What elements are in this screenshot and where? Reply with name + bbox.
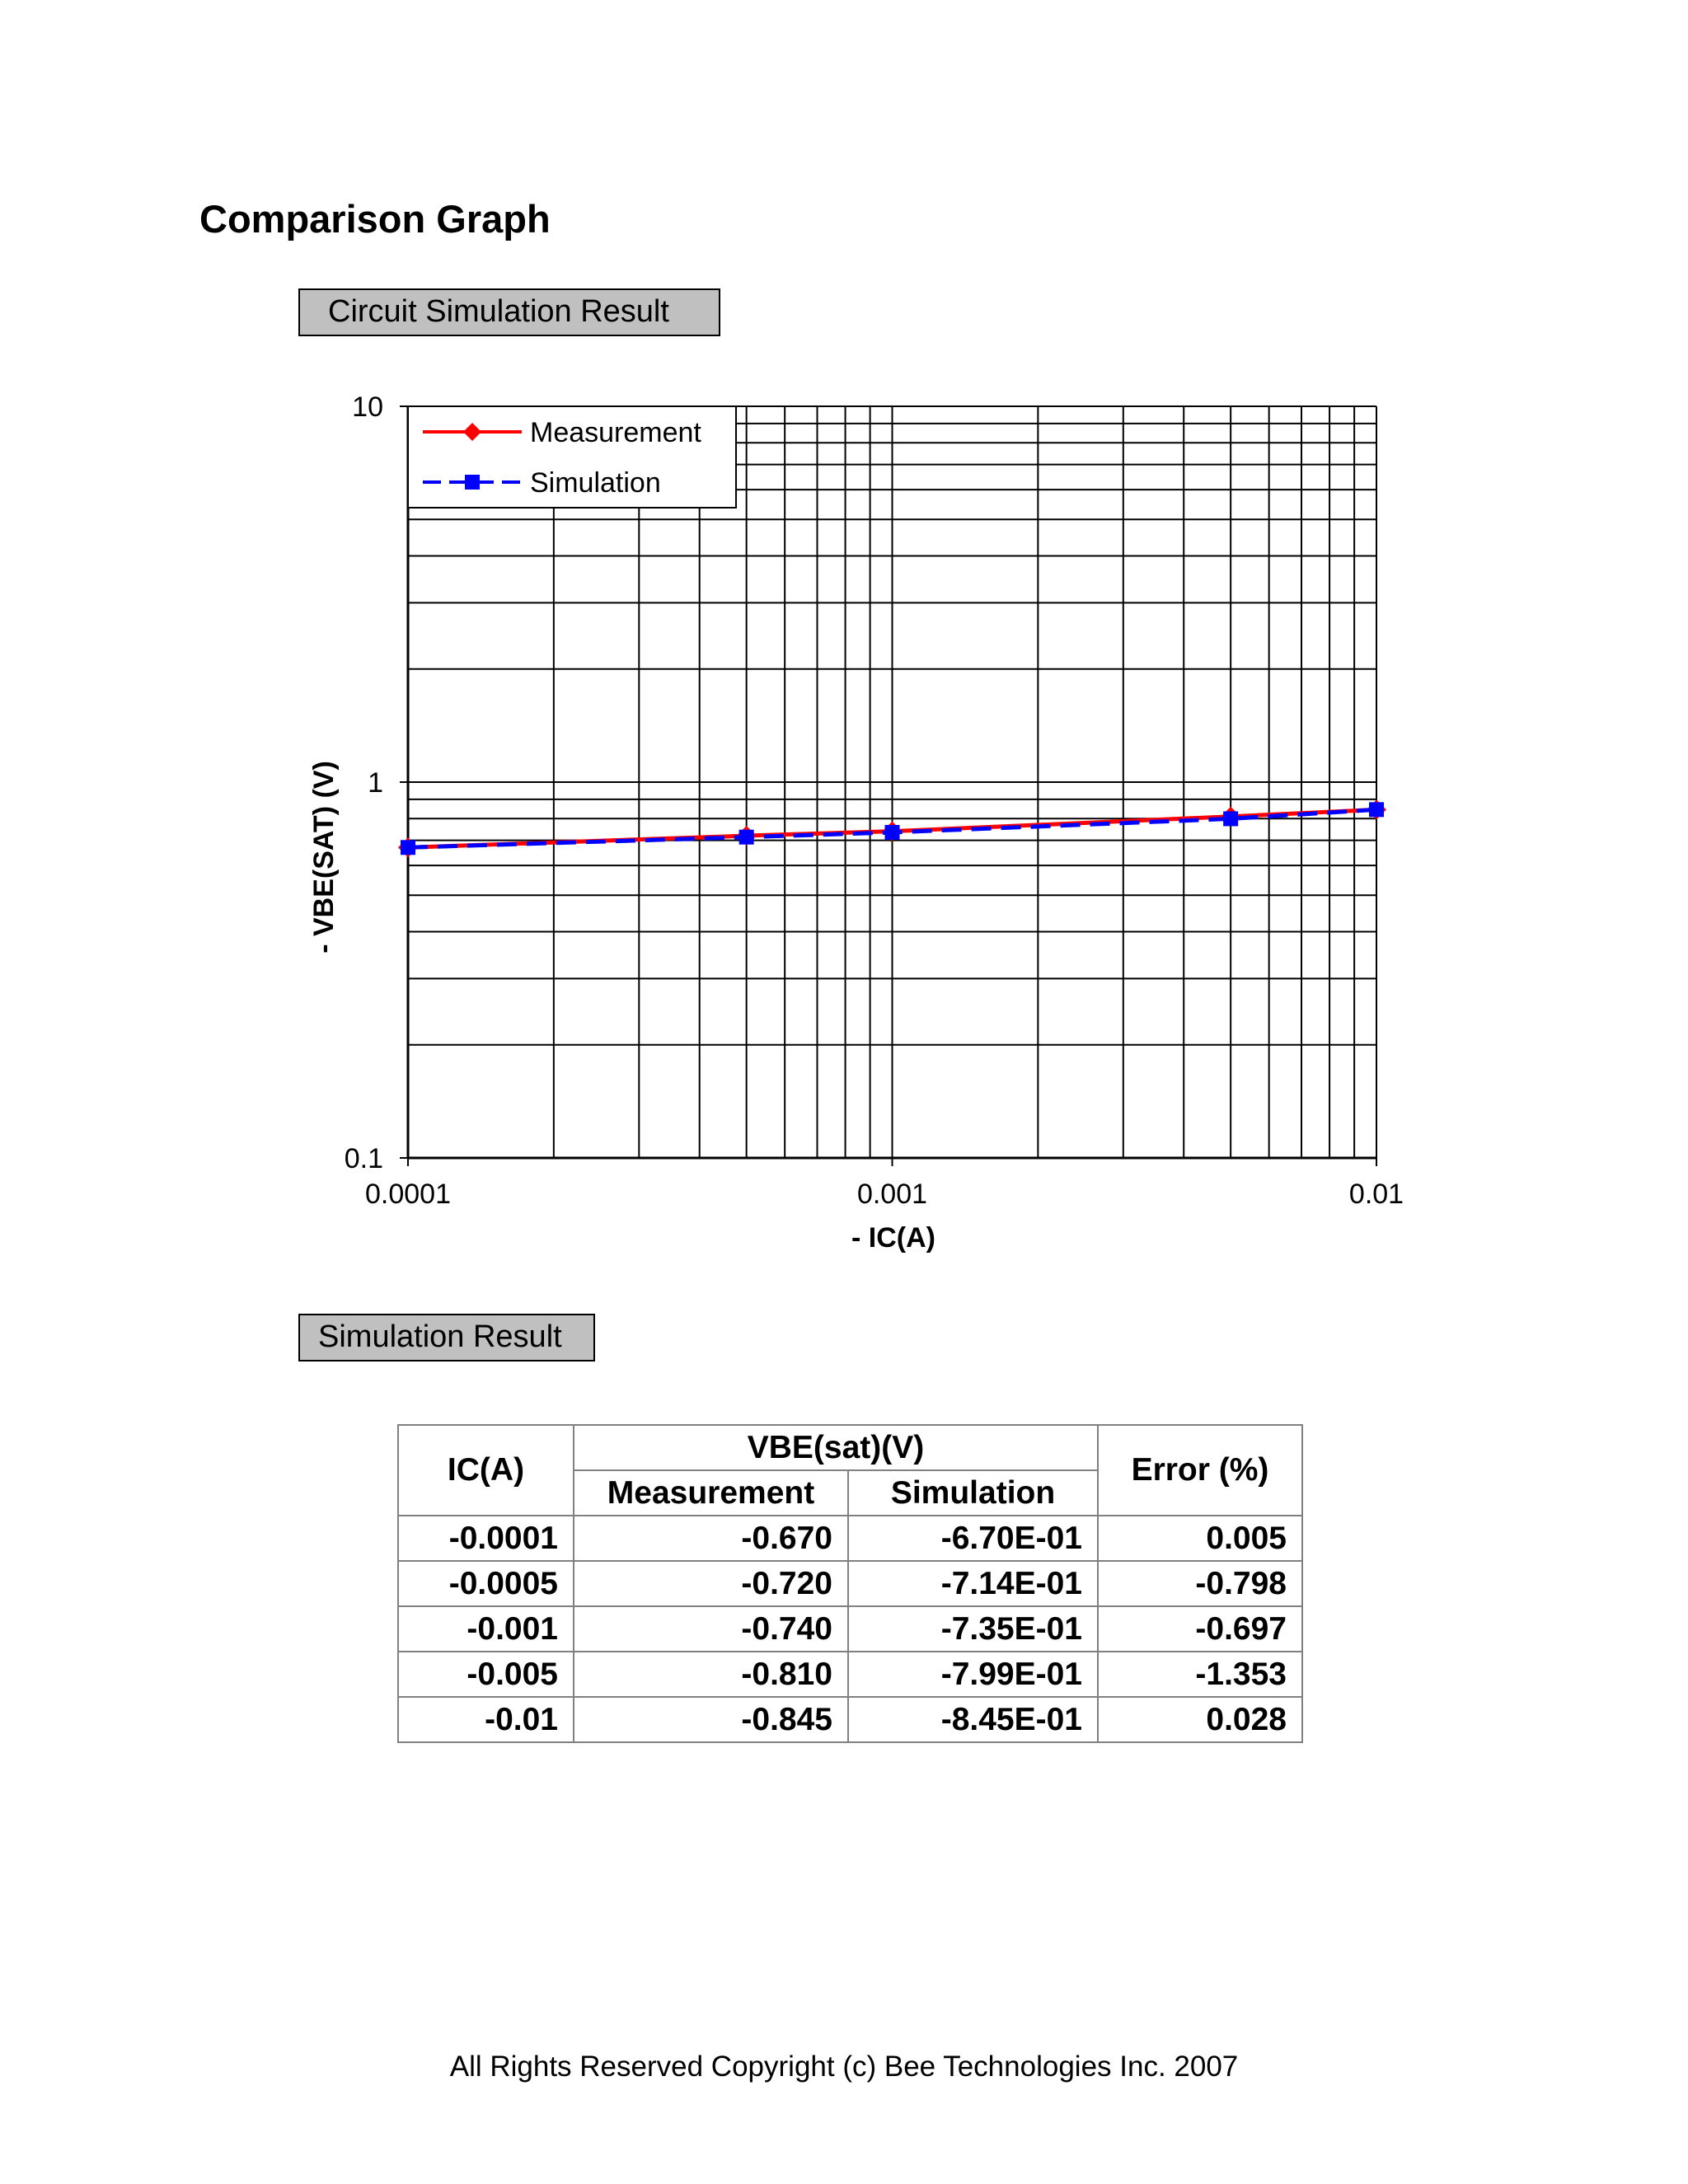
header-simulation: Simulation: [848, 1470, 1098, 1516]
x-tick-label: 0.01: [1348, 1179, 1404, 1210]
y-tick-label: 10: [352, 391, 383, 423]
point-simulation: [885, 825, 900, 840]
table-cell-sim: -8.45E-01: [848, 1697, 1098, 1742]
table-cell-meas: -0.670: [574, 1516, 848, 1561]
table-cell-err: -0.798: [1098, 1561, 1302, 1606]
table-row: [398, 1697, 1302, 1742]
table-cell-ic: -0.01: [398, 1697, 574, 1742]
table-cell-sim: -6.70E-01: [848, 1516, 1098, 1561]
point-simulation: [739, 830, 754, 845]
page-title: Comparison Graph: [199, 197, 551, 241]
x-tick-label: 0.0001: [365, 1179, 451, 1210]
table-cell-sim: -7.14E-01: [848, 1561, 1098, 1606]
point-simulation: [1223, 811, 1238, 826]
table-cell-ic: -0.001: [398, 1606, 574, 1652]
table-body: [398, 1516, 1302, 1742]
point-simulation: [1369, 802, 1384, 817]
table-cell-err: -1.353: [1098, 1652, 1302, 1697]
x-axis-title: - IC(A): [851, 1222, 935, 1254]
point-simulation: [401, 840, 415, 855]
table-cell-ic: -0.005: [398, 1652, 574, 1697]
table-cell-ic: -0.0001: [398, 1516, 574, 1561]
legend-simulation-label: Simulation: [530, 467, 661, 499]
table-cell-err: 0.005: [1098, 1516, 1302, 1561]
y-tick-label: 0.1: [344, 1143, 383, 1174]
table-cell-ic: -0.0005: [398, 1561, 574, 1606]
table-cell-err: 0.028: [1098, 1697, 1302, 1742]
legend-measurement-label: Measurement: [530, 417, 701, 448]
header-measurement: Measurement: [574, 1470, 848, 1516]
table-row: [398, 1606, 1302, 1652]
table-cell-meas: -0.810: [574, 1652, 848, 1697]
chart-axes: [345, 391, 1404, 1210]
y-tick-label: 1: [368, 767, 383, 799]
copyright-text: All Rights Reserved Copyright (c) Bee Technologies Inc. 2007: [449, 2050, 1239, 2083]
table-cell-meas: -0.740: [574, 1606, 848, 1652]
chart-section-label: Circuit Simulation Result: [298, 288, 720, 336]
results-table: [397, 1424, 1303, 1743]
header-vbe: VBE(sat)(V): [574, 1425, 1098, 1470]
table-cell-meas: -0.845: [574, 1697, 848, 1742]
legend-simulation-marker: [465, 475, 480, 490]
header-error: Error (%): [1098, 1425, 1302, 1516]
table-cell-sim: -7.99E-01: [848, 1652, 1098, 1697]
table-cell-err: -0.697: [1098, 1606, 1302, 1652]
table-section-label: Simulation Result: [298, 1314, 595, 1361]
table-row: [398, 1516, 1302, 1561]
chart-legend: [408, 406, 736, 508]
table-cell-meas: -0.720: [574, 1561, 848, 1606]
chart-grid: [408, 406, 1376, 1158]
table-row: [398, 1561, 1302, 1606]
header-ic: IC(A): [398, 1425, 574, 1516]
x-tick-label: 0.001: [856, 1179, 928, 1210]
y-axis-title: - VBE(SAT) (V): [308, 761, 340, 954]
table-cell-sim: -7.35E-01: [848, 1606, 1098, 1652]
table-row: [398, 1652, 1302, 1697]
